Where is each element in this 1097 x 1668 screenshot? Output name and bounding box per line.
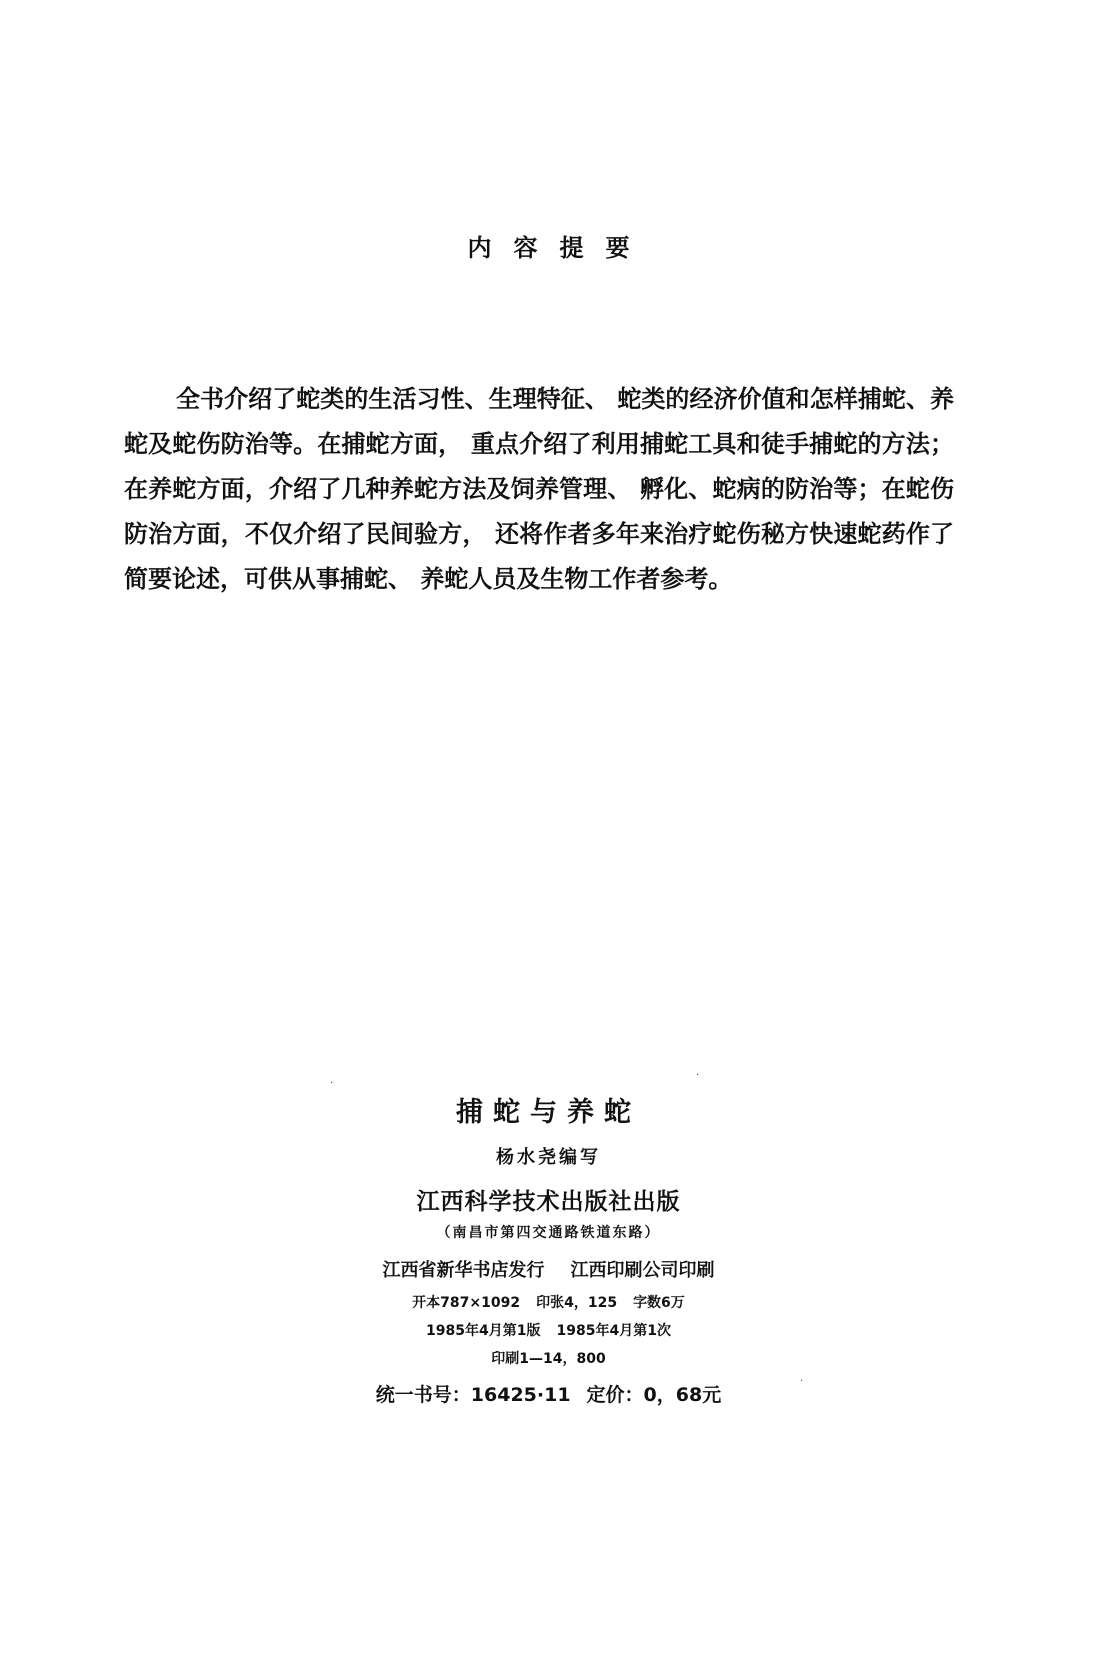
edition-info: 1985年4月第1版 bbox=[426, 1323, 541, 1339]
distributor: 江西省新华书店发行 bbox=[382, 1260, 545, 1281]
scan-speck: · bbox=[800, 1376, 804, 1387]
print-run: 印刷1—14，800 bbox=[491, 1351, 606, 1367]
specs-line bbox=[0, 1292, 1097, 1312]
sheets-spec: 印张4，125 bbox=[536, 1295, 618, 1311]
isbn: 统一书号：16425·11 bbox=[375, 1384, 571, 1406]
price: 定价：0，68元 bbox=[586, 1384, 722, 1406]
editions-line bbox=[0, 1320, 1097, 1340]
colophon bbox=[0, 1090, 1097, 1407]
isbn-price-line bbox=[0, 1380, 1097, 1407]
publisher-line: 江西科学技术出版社出版 bbox=[416, 1189, 681, 1215]
distribution-line bbox=[0, 1256, 1097, 1282]
book-title: 捕蛇与养蛇 bbox=[456, 1097, 641, 1128]
printer: 江西印刷公司印刷 bbox=[570, 1260, 715, 1281]
scan-speck: · bbox=[696, 1070, 700, 1081]
publisher-address: （南昌市第四交通路铁道东路） bbox=[436, 1225, 661, 1241]
author-line: 杨水尧编写 bbox=[496, 1147, 601, 1168]
scan-speck: · bbox=[330, 1078, 334, 1089]
format-spec: 开本787×1092 bbox=[412, 1295, 521, 1311]
word-count: 字数6万 bbox=[633, 1295, 685, 1311]
summary-heading: 内容提要 bbox=[467, 233, 652, 262]
summary-paragraph: 全书介绍了蛇类的生活习性、生理特征、 蛇类的经济价值和怎样捕蛇、养蛇及蛇伤防治等。在捕蛇方面， 重点介绍了利用捕蛇工具和徒手捕蛇的方法；在养蛇方面，介绍了几种养蛇方法及饲养管理、 孵化、蛇病的防治等；在蛇伤防治方面，不仅介绍了民间验方， 还将作者多年来治疗蛇伤秘方快速蛇药作了简要论述，可供从事捕蛇、 养蛇人员及生物工作者参考。 bbox=[124, 384, 954, 593]
printing-info: 1985年4月第1次 bbox=[556, 1323, 671, 1339]
